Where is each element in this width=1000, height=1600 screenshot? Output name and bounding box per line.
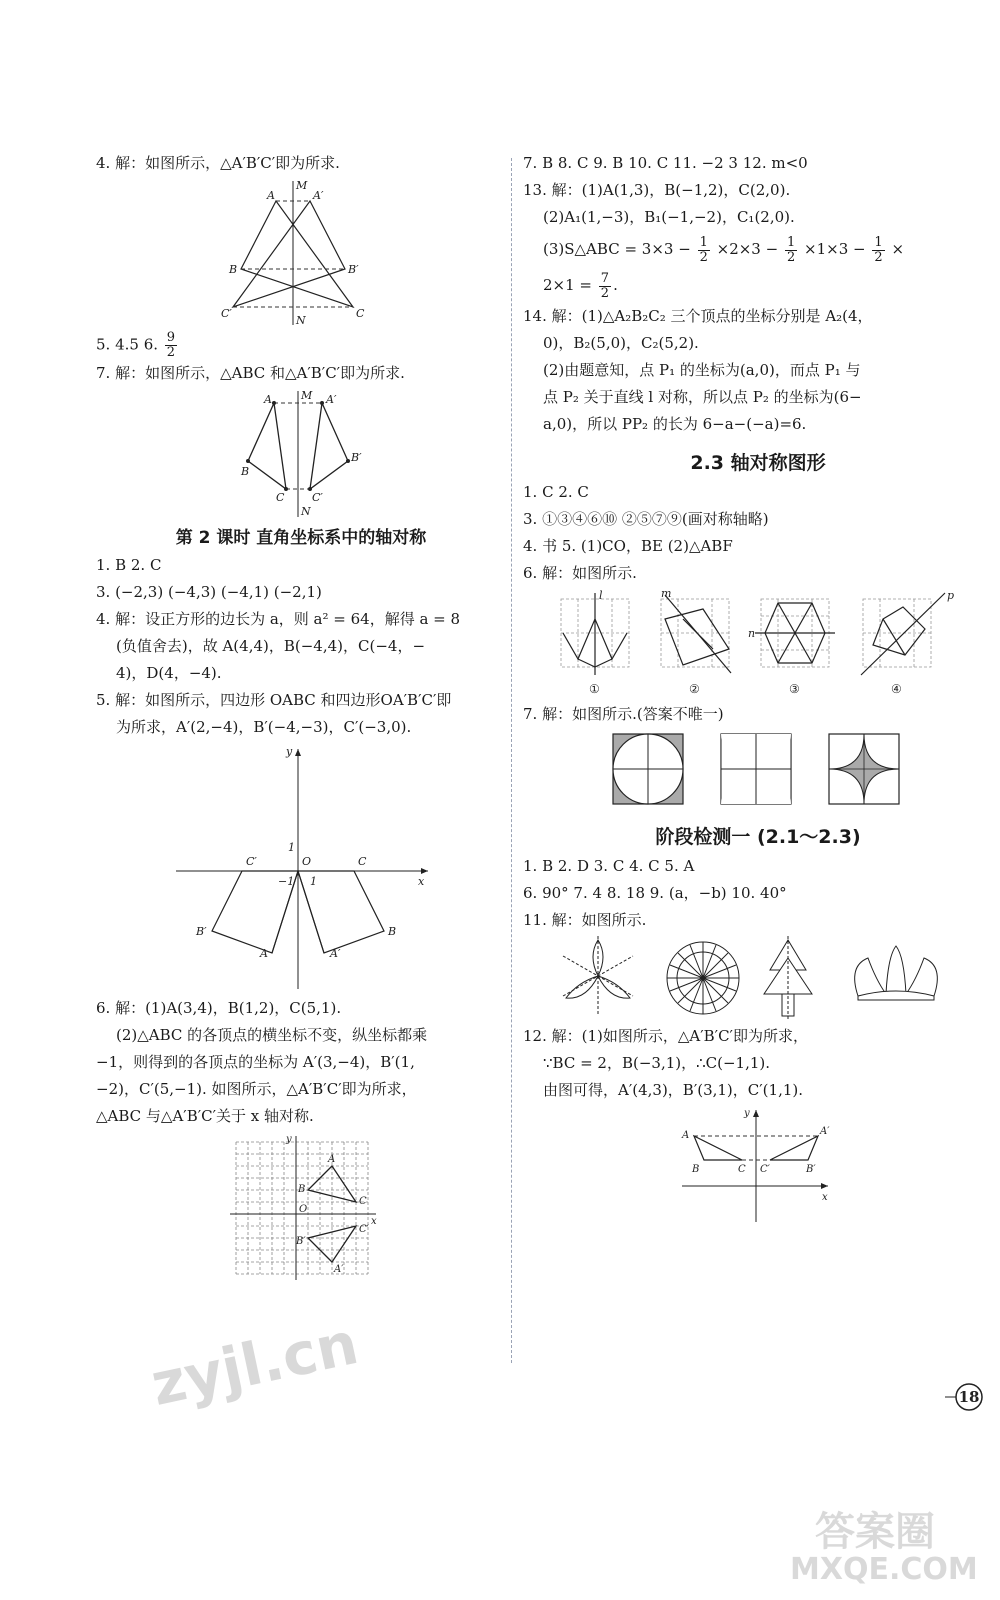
lesson2-answer-5-line2: 为所求，A′(2,−4)，B′(−4,−3)，C′(−3,0). — [116, 718, 412, 736]
design-3 — [829, 734, 899, 804]
fig7-label-B-prime: B′ — [351, 451, 362, 464]
area-expr-4: × — [891, 240, 905, 258]
fig6-label-B: B — [298, 1184, 306, 1195]
sym-caption-3: ③ — [789, 682, 800, 696]
fig7-label-C: C — [276, 491, 285, 504]
fraction-half-1 — [698, 236, 710, 265]
fraction-denominator: 2 — [600, 285, 610, 301]
answer-13-line4 — [523, 267, 993, 303]
fig6-label-y: y — [286, 1134, 292, 1145]
answer-14-line2: 0)，B₂(5,0)，C₂(5,2). — [543, 334, 699, 352]
column-divider — [511, 158, 512, 1363]
lesson2-answer-6-line2: (2)△ABC 的各顶点的横坐标不变，纵坐标都乘 — [116, 1026, 428, 1044]
watermark-zyjl: zyjl.cn — [145, 1309, 364, 1419]
fraction-denominator: 2 — [874, 249, 883, 265]
fraction-numerator: 1 — [699, 234, 708, 250]
lesson-2-title: 第 2 课时 直角坐标系中的轴对称 — [175, 528, 427, 548]
fig5-label-A-prime: A′ — [330, 947, 341, 960]
fig4-label-A: A — [267, 189, 275, 202]
sym-caption-2: ② — [689, 682, 700, 696]
area-expr-2: ×2×3 − — [716, 240, 779, 258]
fig7-label-A-prime: A′ — [326, 393, 337, 406]
area-expr-5: 2×1 = — [543, 276, 592, 294]
answer-4: 4. 解：如图所示，△A′B′C′即为所求. — [96, 154, 340, 172]
design-2 — [721, 734, 791, 804]
fraction-denominator: 2 — [166, 345, 176, 360]
section-2-3-title: 2.3 轴对称图形 — [690, 452, 826, 474]
fig5-label-C-prime: C′ — [246, 855, 257, 868]
figure-symmetry-axes — [553, 589, 963, 699]
fig12-label-B-prime: B′ — [806, 1164, 816, 1175]
fig5-label-O: O — [302, 855, 312, 868]
check-answer-11: 11. 解：如图所示. — [523, 911, 647, 929]
check-answer-12-line1: 12. 解：(1)如图所示，△A′B′C′即为所求， — [523, 1027, 808, 1045]
lesson2-answer-4-line2: (负值舍去)，故 A(4,4)，B(−4,4)，C(−4，− — [116, 637, 426, 655]
fig5-label-x: x — [418, 875, 425, 888]
watermark-answer-circle: 答案圈 — [815, 1509, 935, 1555]
pattern-wheel — [667, 942, 739, 1014]
fig4-label-M: M — [296, 179, 308, 192]
watermark-mxqe: MXQE.COM — [790, 1552, 978, 1587]
lesson2-answer-3: 3. (−2,3) (−4,3) (−4,1) (−2,1) — [96, 583, 322, 601]
fig12-label-A-prime: A′ — [820, 1126, 830, 1137]
figure-squares-designs — [603, 730, 913, 810]
fig5-label-y: y — [286, 745, 293, 758]
answer-7: 7. 解：如图所示，△ABC 和△A′B′C′即为所求. — [96, 364, 405, 382]
check-answer-12-line3: 由图可得，A′(4,3)，B′(3,1)，C′(1,1). — [543, 1081, 803, 1099]
fraction-9-2 — [165, 331, 177, 360]
answer-14-line5: a,0)，所以 PP₂ 的长为 6−a−(−a)=6. — [543, 415, 807, 433]
section-answer-1-2: 1. C 2. C — [523, 483, 589, 501]
area-expr-1: (3)S△ABC = 3×3 − — [543, 240, 691, 258]
lesson2-answer-5-line1: 5. 解：如图所示，四边形 OABC 和四边形OA′B′C′即 — [96, 691, 452, 709]
check-answer-12-line2: ∵BC = 2，B(−3,1)，∴C(−1,1). — [543, 1054, 771, 1072]
sym-label-n: n — [748, 627, 756, 640]
fig12-label-C-prime: C′ — [760, 1164, 770, 1175]
fraction-half-2 — [785, 236, 797, 265]
sym-label-m: m — [661, 589, 672, 600]
fig7-label-M: M — [301, 389, 313, 402]
answer-14-line4: 点 P₂ 关于直线 l 对称，所以点 P₂ 的坐标为(6− — [543, 388, 862, 406]
fig5-label-1-x: 1 — [310, 875, 317, 888]
fraction-numerator: 1 — [786, 234, 796, 250]
lesson2-answer-6-line1: 6. 解：(1)A(3,4)，B(1,2)，C(5,1). — [96, 999, 342, 1017]
fig6-label-A: A — [328, 1154, 336, 1165]
lesson2-answer-1-2: 1. B 2. C — [96, 556, 162, 574]
fig4-label-C-prime: C′ — [221, 307, 232, 320]
figure-symmetric-patterns — [558, 936, 958, 1021]
fig7-label-B: B — [241, 465, 250, 478]
answer-5-6 — [96, 331, 506, 360]
area-expr-end: . — [613, 276, 618, 294]
fig5-label-B: B — [388, 925, 397, 938]
fraction-denominator: 2 — [699, 249, 708, 265]
fraction-numerator: 1 — [874, 234, 883, 250]
check-answers-6-10: 6. 90° 7. 4 8. 18 9. (a，−b) 10. 40° — [523, 884, 787, 902]
fig4-label-B-prime: B′ — [348, 263, 359, 276]
fig12-label-C: C — [738, 1164, 746, 1175]
fig12-label-x: x — [822, 1192, 828, 1203]
stage-check-title: 阶段检测一 (2.1～2.3) — [655, 826, 861, 848]
answer-14-line3: (2)由题意知，点 P₁ 的坐标为(a,0)，而点 P₁ 与 — [543, 361, 861, 379]
answer-5-6-text: 5. 4.5 6. — [96, 335, 159, 354]
lesson2-answer-6-line3: −1，则得到的各顶点的坐标为 A′(3,−4)，B′(1, — [96, 1053, 415, 1071]
fig12-label-B: B — [692, 1164, 700, 1175]
fraction-half-3 — [872, 236, 884, 265]
right-column — [523, 150, 993, 1228]
fig5-label-A: A — [260, 947, 268, 960]
check-answers-1-5: 1. B 2. D 3. C 4. C 5. A — [523, 857, 695, 875]
fig6-label-O: O — [299, 1204, 308, 1215]
fig5-label-C: C — [358, 855, 367, 868]
fraction-7-2 — [599, 272, 611, 301]
sym-label-l: l — [599, 589, 603, 602]
fig4-label-C: C — [356, 307, 365, 320]
lesson2-answer-4-line1: 4. 解：设正方形的边长为 a，则 a² = 64，解得 a = 8 — [96, 610, 461, 628]
sym-caption-4: ④ — [891, 682, 902, 696]
fig4-label-B: B — [229, 263, 238, 276]
lesson2-answer-6-line5: △ABC 与△A′B′C′关于 x 轴对称. — [96, 1107, 314, 1125]
answer-14-line1: 14. 解：(1)△A₂B₂C₂ 三个顶点的坐标分别是 A₂(4， — [523, 307, 873, 325]
sym-label-p: p — [947, 589, 955, 602]
fig6-label-B-prime: B′ — [296, 1236, 306, 1247]
fig5-label-B-prime: B′ — [196, 925, 207, 938]
section-answer-3: 3. ①③④⑥⑩ ②⑤⑦⑨(画对称轴略) — [523, 510, 769, 528]
figure-4-triangles — [221, 179, 381, 329]
pattern-leaves — [563, 936, 633, 1016]
section-answer-6: 6. 解：如图所示. — [523, 564, 637, 582]
figure-7-triangles — [226, 389, 376, 519]
fig12-label-A: A — [682, 1130, 690, 1141]
area-expr-3: ×1×3 − — [804, 240, 866, 258]
pattern-crown — [855, 946, 938, 1000]
fig4-label-N: N — [296, 314, 306, 327]
lesson2-answer-6-line4: −2)，C′(5,−1). 如图所示，△A′B′C′即为所求， — [96, 1080, 417, 1098]
fig12-label-y: y — [744, 1108, 750, 1119]
fig5-label-1-y: 1 — [288, 841, 295, 854]
design-1 — [613, 734, 683, 804]
fig7-label-C-prime: C′ — [312, 491, 323, 504]
answer-13-line3 — [523, 231, 993, 267]
fraction-numerator: 9 — [166, 330, 176, 345]
pattern-tree — [764, 936, 812, 1020]
fig6-label-C: C — [359, 1196, 367, 1207]
fig6-label-A-prime: A′ — [334, 1264, 344, 1275]
fig7-label-A: A — [264, 393, 272, 406]
figure-5-coordinate — [166, 743, 436, 993]
fig7-label-N: N — [301, 505, 311, 518]
left-column — [96, 150, 506, 1284]
fraction-denominator: 2 — [786, 249, 796, 265]
fraction-numerator: 7 — [600, 270, 610, 286]
page-number: 18 — [958, 1388, 980, 1406]
fig6-label-x: x — [371, 1216, 377, 1227]
fig5-label-minus1: −1 — [278, 875, 295, 888]
page-number-badge — [945, 1380, 985, 1414]
section-answer-4-5: 4. 书 5. (1)CO，BE (2)△ABF — [523, 537, 733, 555]
lesson2-answer-4-line3: 4)，D(4，−4). — [116, 664, 222, 682]
sym-caption-1: ① — [589, 682, 600, 696]
fig6-label-C-prime: C′ — [359, 1224, 369, 1235]
section-answer-7: 7. 解：如图所示.(答案不唯一) — [523, 705, 724, 723]
figure-6-grid — [216, 1132, 386, 1282]
answer-13-line2: (2)A₁(1,−3)，B₁(−1,−2)，C₁(2,0). — [543, 208, 795, 226]
answers-7-12: 7. B 8. C 9. B 10. C 11. −2 3 12. m<0 — [523, 154, 808, 172]
figure-12-coordinate — [678, 1106, 838, 1226]
answer-13-line1: 13. 解：(1)A(1,3)，B(−1,2)，C(2,0). — [523, 181, 791, 199]
fig4-label-A-prime: A′ — [313, 189, 324, 202]
